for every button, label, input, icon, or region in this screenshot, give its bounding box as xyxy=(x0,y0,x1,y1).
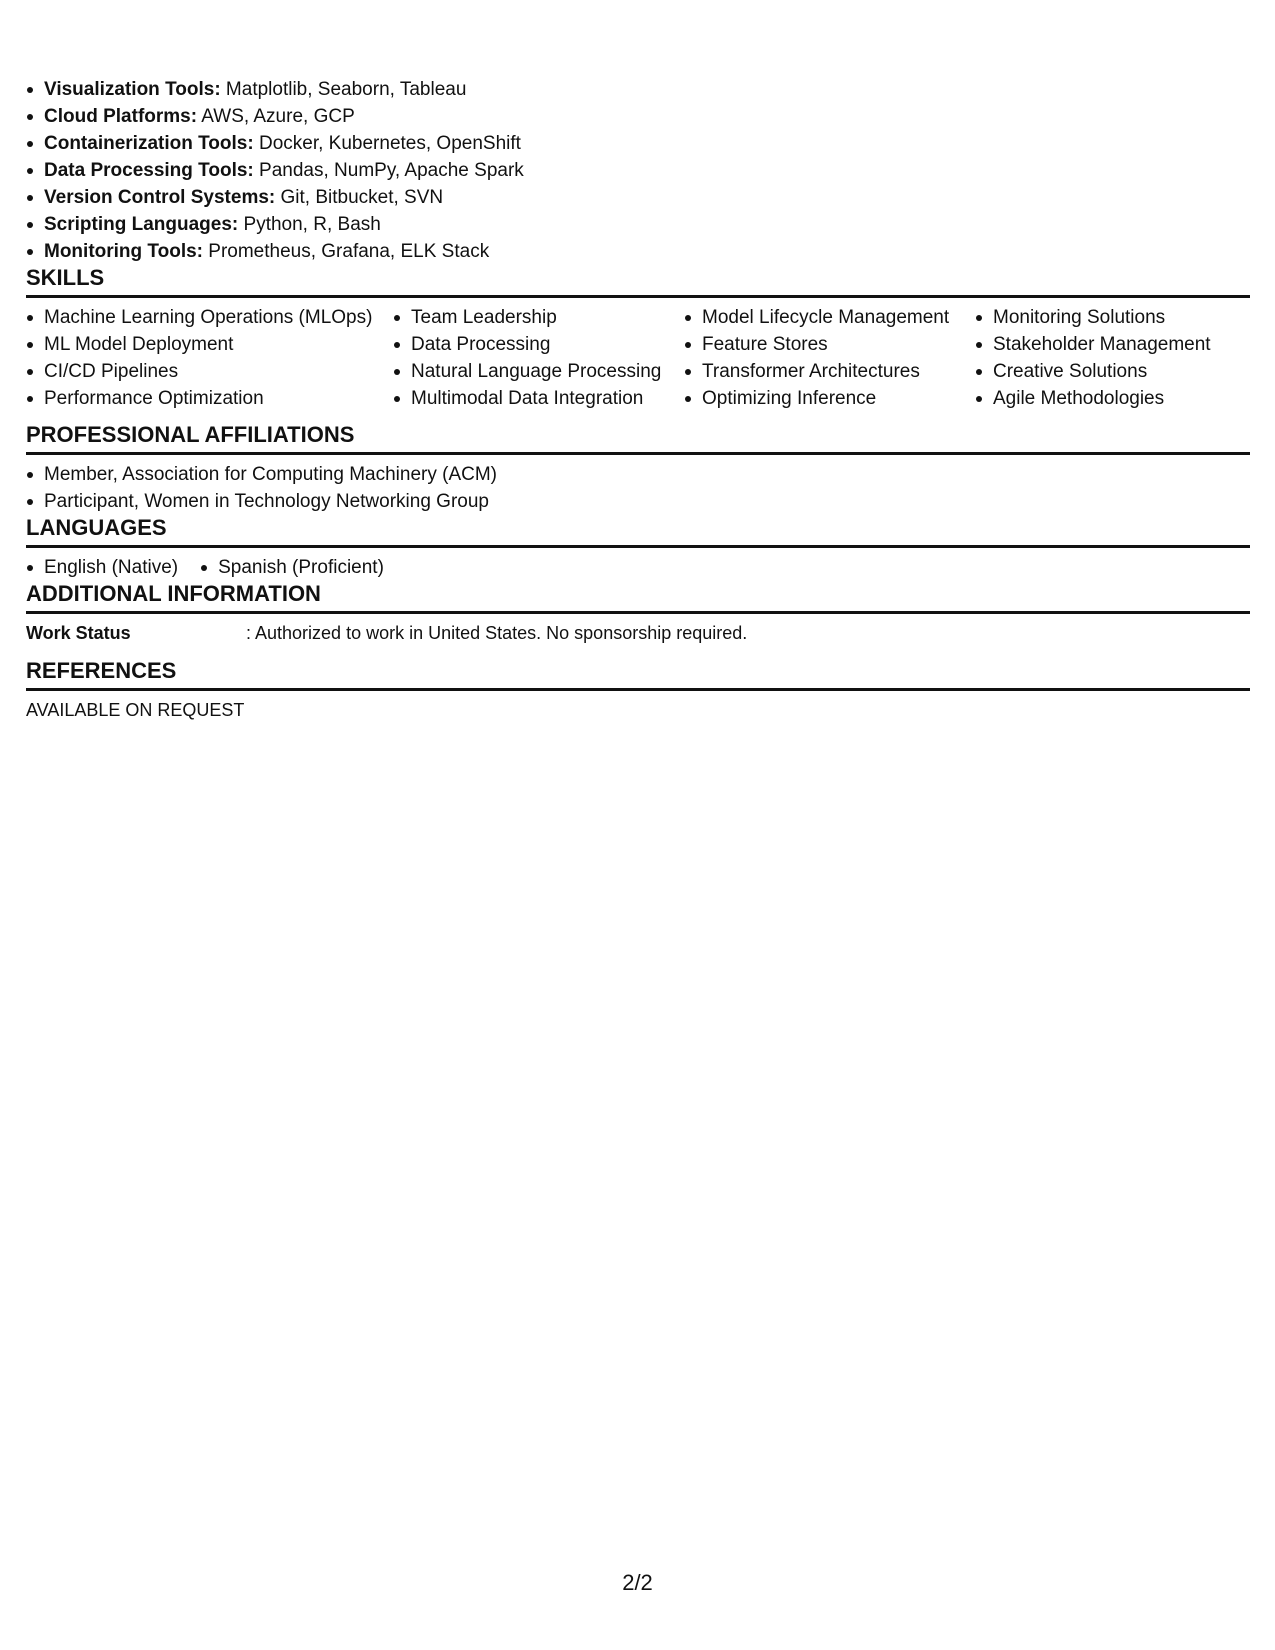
tool-label: Scripting Languages: xyxy=(44,214,239,235)
tool-value: Matplotlib, Seaborn, Tableau xyxy=(220,79,467,100)
skill-item: Multimodal Data Integration xyxy=(393,385,684,412)
work-status-value: : Authorized to work in United States. No sponsorship required. xyxy=(246,623,748,643)
tool-value: Docker, Kubernetes, OpenShift xyxy=(253,133,521,154)
work-status-label: Work Status xyxy=(26,623,131,643)
work-status-row xyxy=(26,620,1250,646)
skills-column xyxy=(684,304,975,412)
references-text: AVAILABLE ON REQUEST xyxy=(26,700,245,720)
tool-item xyxy=(26,157,1250,184)
skill-item: CI/CD Pipelines xyxy=(26,358,393,385)
languages-list xyxy=(26,554,1250,581)
page-number: 2/2 xyxy=(622,1570,653,1595)
tool-item xyxy=(26,130,1250,157)
tool-label: Version Control Systems: xyxy=(44,187,276,208)
skills-grid xyxy=(26,304,1250,412)
resume-page xyxy=(26,76,1250,723)
skill-item: Feature Stores xyxy=(684,331,975,358)
tool-label: Monitoring Tools: xyxy=(44,241,203,262)
tool-value: Pandas, NumPy, Apache Spark xyxy=(253,160,524,181)
affiliations-list xyxy=(26,461,1250,515)
tool-label: Containerization Tools: xyxy=(44,133,254,154)
skill-item: ML Model Deployment xyxy=(26,331,393,358)
skills-heading: SKILLS xyxy=(26,265,1250,298)
skill-item: Monitoring Solutions xyxy=(975,304,1245,331)
skill-item: Team Leadership xyxy=(393,304,684,331)
tool-item xyxy=(26,76,1250,103)
skill-item: Model Lifecycle Management xyxy=(684,304,975,331)
skill-item: Machine Learning Operations (MLOps) xyxy=(26,304,393,331)
skill-item: Stakeholder Management xyxy=(975,331,1245,358)
language-item: Spanish (Proficient) xyxy=(200,554,384,581)
tool-value: Python, R, Bash xyxy=(238,214,381,235)
tool-item xyxy=(26,211,1250,238)
tool-item xyxy=(26,184,1250,211)
tool-value: Git, Bitbucket, SVN xyxy=(275,187,444,208)
tool-label: Cloud Platforms: xyxy=(44,106,198,127)
affiliations-heading: PROFESSIONAL AFFILIATIONS xyxy=(26,422,1250,455)
affiliation-item: Member, Association for Computing Machinery (ACM) xyxy=(26,461,1250,488)
skill-item: Data Processing xyxy=(393,331,684,358)
tool-value: AWS, Azure, GCP xyxy=(197,106,355,127)
skills-column xyxy=(26,304,393,412)
skills-column xyxy=(975,304,1245,412)
skills-column xyxy=(393,304,684,412)
tool-item xyxy=(26,238,1250,265)
tool-value: Prometheus, Grafana, ELK Stack xyxy=(203,241,490,262)
tools-list xyxy=(26,76,1250,265)
affiliation-item: Participant, Women in Technology Networking Group xyxy=(26,488,1250,515)
tool-label: Visualization Tools: xyxy=(44,79,221,100)
skill-item: Optimizing Inference xyxy=(684,385,975,412)
additional-info-heading: ADDITIONAL INFORMATION xyxy=(26,581,1250,614)
skill-item: Creative Solutions xyxy=(975,358,1245,385)
languages-heading: LANGUAGES xyxy=(26,515,1250,548)
skill-item: Natural Language Processing xyxy=(393,358,684,385)
tool-item xyxy=(26,103,1250,130)
skill-item: Performance Optimization xyxy=(26,385,393,412)
skill-item: Transformer Architectures xyxy=(684,358,975,385)
language-item: English (Native) xyxy=(26,554,178,581)
skill-item: Agile Methodologies xyxy=(975,385,1245,412)
tool-label: Data Processing Tools: xyxy=(44,160,254,181)
references-heading: REFERENCES xyxy=(26,658,1250,691)
